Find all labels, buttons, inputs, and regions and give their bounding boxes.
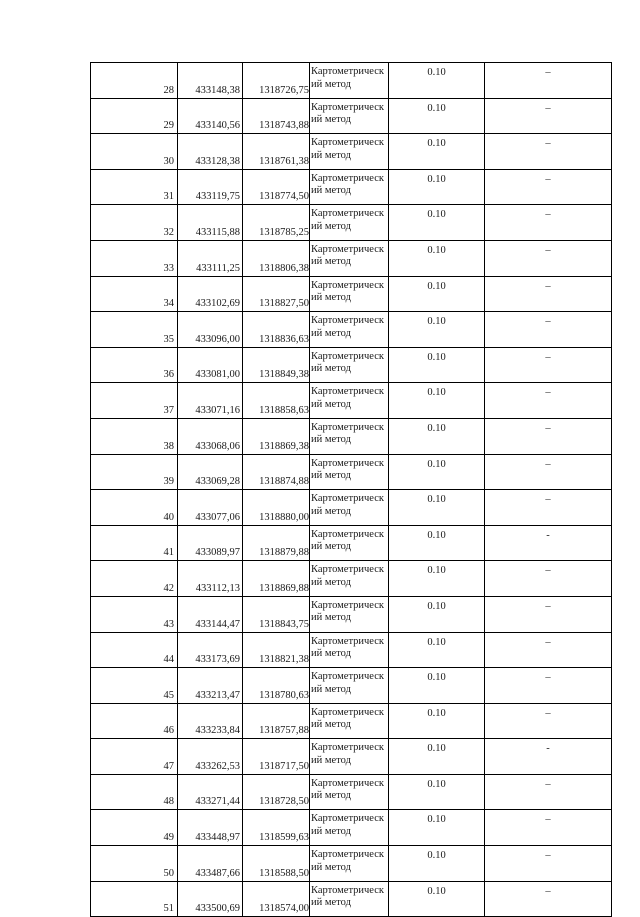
x-coordinate-cell: 433069,28	[178, 454, 243, 490]
y-coordinate-cell: 1318849,38	[243, 347, 310, 383]
method-cell	[310, 632, 389, 668]
method-line-1: Картометрическ	[311, 208, 384, 220]
method-line-2: ий метод	[311, 185, 351, 197]
coordinates-table	[90, 62, 612, 917]
description-cell: –	[485, 881, 612, 917]
method-line-1: Картометрическ	[311, 279, 384, 291]
x-coordinate-cell: 433111,25	[178, 240, 243, 276]
method-line-1: Картометрическ	[311, 66, 384, 77]
x-coordinate-cell: 433115,88	[178, 205, 243, 241]
accuracy-cell: 0.10	[389, 774, 485, 810]
method-line-2: ий метод	[311, 754, 351, 766]
description-cell: –	[485, 703, 612, 739]
method-line-2: ий метод	[311, 825, 351, 837]
table-row	[91, 347, 612, 383]
method-cell	[310, 561, 389, 597]
method-cell	[310, 240, 389, 276]
method-line-2: ий метод	[311, 114, 351, 126]
x-coordinate-cell: 433213,47	[178, 668, 243, 704]
description-cell: –	[485, 668, 612, 704]
table-row	[91, 596, 612, 632]
point-number-cell: 41	[91, 525, 178, 561]
point-number-cell: 37	[91, 383, 178, 419]
y-coordinate-cell: 1318717,50	[243, 739, 310, 775]
description-cell: –	[485, 63, 612, 99]
description-cell: -	[485, 525, 612, 561]
y-coordinate-cell: 1318843,75	[243, 596, 310, 632]
method-line-1: Картометрическ	[311, 671, 384, 683]
table-row	[91, 98, 612, 134]
description-cell: –	[485, 134, 612, 170]
accuracy-cell: 0.10	[389, 276, 485, 312]
method-cell	[310, 810, 389, 846]
point-number-cell: 38	[91, 418, 178, 454]
y-coordinate-cell: 1318599,63	[243, 810, 310, 846]
y-coordinate-cell: 1318836,63	[243, 312, 310, 348]
point-number-cell: 34	[91, 276, 178, 312]
x-coordinate-cell: 433500,69	[178, 881, 243, 917]
method-cell	[310, 596, 389, 632]
x-coordinate-cell: 433173,69	[178, 632, 243, 668]
table-row	[91, 525, 612, 561]
accuracy-cell: 0.10	[389, 703, 485, 739]
accuracy-cell: 0.10	[389, 846, 485, 882]
method-line-1: Картометрическ	[311, 172, 384, 184]
y-coordinate-cell: 1318869,88	[243, 561, 310, 597]
point-number-cell: 50	[91, 846, 178, 882]
accuracy-cell: 0.10	[389, 63, 485, 99]
y-coordinate-cell: 1318757,88	[243, 703, 310, 739]
table-row	[91, 846, 612, 882]
accuracy-cell: 0.10	[389, 312, 485, 348]
accuracy-cell: 0.10	[389, 596, 485, 632]
method-line-1: Картометрическ	[311, 101, 384, 113]
table-row	[91, 134, 612, 170]
table-row	[91, 632, 612, 668]
method-line-2: ий метод	[311, 256, 351, 268]
point-number-cell: 32	[91, 205, 178, 241]
method-cell	[310, 454, 389, 490]
x-coordinate-cell: 433096,00	[178, 312, 243, 348]
method-cell	[310, 739, 389, 775]
method-line-1: Картометрическ	[311, 386, 384, 398]
method-cell	[310, 276, 389, 312]
method-cell	[310, 63, 389, 99]
description-cell: –	[485, 561, 612, 597]
accuracy-cell: 0.10	[389, 169, 485, 205]
y-coordinate-cell: 1318821,38	[243, 632, 310, 668]
point-number-cell: 33	[91, 240, 178, 276]
method-cell	[310, 703, 389, 739]
description-cell: –	[485, 418, 612, 454]
method-cell	[310, 98, 389, 134]
y-coordinate-cell: 1318574,00	[243, 881, 310, 917]
description-cell: –	[485, 774, 612, 810]
description-cell: –	[485, 490, 612, 526]
method-cell	[310, 490, 389, 526]
accuracy-cell: 0.10	[389, 205, 485, 241]
table-row	[91, 383, 612, 419]
point-number-cell: 36	[91, 347, 178, 383]
accuracy-cell: 0.10	[389, 347, 485, 383]
method-cell	[310, 774, 389, 810]
method-line-2: ий метод	[311, 363, 351, 375]
table-row	[91, 205, 612, 241]
y-coordinate-cell: 1318743,88	[243, 98, 310, 134]
y-coordinate-cell: 1318726,75	[243, 63, 310, 99]
method-line-2: ий метод	[311, 612, 351, 624]
method-line-2: ий метод	[311, 470, 351, 482]
method-line-2: ий метод	[311, 434, 351, 446]
method-line-1: Картометрическ	[311, 564, 384, 576]
y-coordinate-cell: 1318774,50	[243, 169, 310, 205]
point-number-cell: 47	[91, 739, 178, 775]
table-row	[91, 774, 612, 810]
point-number-cell: 42	[91, 561, 178, 597]
y-coordinate-cell: 1318827,50	[243, 276, 310, 312]
y-coordinate-cell: 1318869,38	[243, 418, 310, 454]
method-cell	[310, 205, 389, 241]
method-line-1: Картометрическ	[311, 813, 384, 825]
table-row	[91, 240, 612, 276]
y-coordinate-cell: 1318879,88	[243, 525, 310, 561]
table-row	[91, 169, 612, 205]
method-line-1: Картометрическ	[311, 706, 384, 718]
description-cell: –	[485, 383, 612, 419]
point-number-cell: 43	[91, 596, 178, 632]
method-line-2: ий метод	[311, 719, 351, 731]
description-cell: –	[485, 347, 612, 383]
y-coordinate-cell: 1318780,63	[243, 668, 310, 704]
accuracy-cell: 0.10	[389, 240, 485, 276]
point-number-cell: 49	[91, 810, 178, 846]
table-row	[91, 881, 612, 917]
method-line-2: ий метод	[311, 220, 351, 232]
y-coordinate-cell: 1318728,50	[243, 774, 310, 810]
point-number-cell: 39	[91, 454, 178, 490]
accuracy-cell: 0.10	[389, 525, 485, 561]
method-line-1: Картометрическ	[311, 457, 384, 469]
coordinates-table-body	[91, 63, 612, 917]
description-cell: –	[485, 846, 612, 882]
method-line-1: Картометрическ	[311, 528, 384, 540]
point-number-cell: 35	[91, 312, 178, 348]
accuracy-cell: 0.10	[389, 881, 485, 917]
method-cell	[310, 668, 389, 704]
table-row	[91, 312, 612, 348]
method-line-2: ий метод	[311, 790, 351, 802]
x-coordinate-cell: 433112,13	[178, 561, 243, 597]
method-line-2: ий метод	[311, 576, 351, 588]
accuracy-cell: 0.10	[389, 668, 485, 704]
method-line-1: Картометрическ	[311, 137, 384, 149]
accuracy-cell: 0.10	[389, 561, 485, 597]
method-line-2: ий метод	[311, 648, 351, 659]
x-coordinate-cell: 433148,38	[178, 63, 243, 99]
method-line-2: ий метод	[311, 861, 351, 873]
point-number-cell: 44	[91, 632, 178, 668]
table-row	[91, 703, 612, 739]
accuracy-cell: 0.10	[389, 490, 485, 526]
x-coordinate-cell: 433448,97	[178, 810, 243, 846]
table-row	[91, 454, 612, 490]
x-coordinate-cell: 433071,16	[178, 383, 243, 419]
method-line-2: ий метод	[311, 398, 351, 410]
description-cell: –	[485, 240, 612, 276]
method-line-1: Картометрическ	[311, 777, 384, 789]
method-line-1: Картометрическ	[311, 243, 384, 255]
method-line-1: Картометрическ	[311, 350, 384, 362]
x-coordinate-cell: 433262,53	[178, 739, 243, 775]
table-row	[91, 418, 612, 454]
point-number-cell: 46	[91, 703, 178, 739]
point-number-cell: 29	[91, 98, 178, 134]
description-cell: –	[485, 98, 612, 134]
method-cell	[310, 418, 389, 454]
table-row	[91, 739, 612, 775]
method-line-2: ий метод	[311, 149, 351, 161]
method-cell	[310, 312, 389, 348]
method-line-2: ий метод	[311, 292, 351, 304]
point-number-cell: 28	[91, 63, 178, 99]
table-row	[91, 668, 612, 704]
point-number-cell: 40	[91, 490, 178, 526]
accuracy-cell: 0.10	[389, 418, 485, 454]
y-coordinate-cell: 1318785,25	[243, 205, 310, 241]
x-coordinate-cell: 433089,97	[178, 525, 243, 561]
x-coordinate-cell: 433271,44	[178, 774, 243, 810]
table-row	[91, 561, 612, 597]
y-coordinate-cell: 1318588,50	[243, 846, 310, 882]
x-coordinate-cell: 433128,38	[178, 134, 243, 170]
x-coordinate-cell: 433487,66	[178, 846, 243, 882]
accuracy-cell: 0.10	[389, 810, 485, 846]
y-coordinate-cell: 1318806,38	[243, 240, 310, 276]
accuracy-cell: 0.10	[389, 739, 485, 775]
description-cell: –	[485, 312, 612, 348]
accuracy-cell: 0.10	[389, 98, 485, 134]
y-coordinate-cell: 1318858,63	[243, 383, 310, 419]
y-coordinate-cell: 1318880,00	[243, 490, 310, 526]
point-number-cell: 51	[91, 881, 178, 917]
point-number-cell: 31	[91, 169, 178, 205]
method-cell	[310, 347, 389, 383]
method-line-1: Картометрическ	[311, 635, 384, 647]
accuracy-cell: 0.10	[389, 632, 485, 668]
x-coordinate-cell: 433233,84	[178, 703, 243, 739]
method-line-1: Картометрическ	[311, 421, 384, 433]
method-line-2: ий метод	[311, 78, 351, 90]
method-line-1: Картометрическ	[311, 742, 384, 754]
point-number-cell: 48	[91, 774, 178, 810]
method-line-1: Картометрическ	[311, 884, 384, 896]
method-line-1: Картометрическ	[311, 315, 384, 327]
method-cell	[310, 134, 389, 170]
accuracy-cell: 0.10	[389, 134, 485, 170]
method-cell	[310, 846, 389, 882]
description-cell: -	[485, 739, 612, 775]
description-cell: –	[485, 632, 612, 668]
accuracy-cell: 0.10	[389, 383, 485, 419]
table-row	[91, 63, 612, 99]
method-line-2: ий метод	[311, 897, 351, 909]
description-cell: –	[485, 596, 612, 632]
table-row	[91, 276, 612, 312]
method-line-2: ий метод	[311, 505, 351, 517]
method-cell	[310, 881, 389, 917]
table-row	[91, 810, 612, 846]
x-coordinate-cell: 433144,47	[178, 596, 243, 632]
method-cell	[310, 383, 389, 419]
x-coordinate-cell: 433077,06	[178, 490, 243, 526]
method-line-1: Картометрическ	[311, 493, 384, 505]
x-coordinate-cell: 433068,06	[178, 418, 243, 454]
y-coordinate-cell: 1318874,88	[243, 454, 310, 490]
point-number-cell: 45	[91, 668, 178, 704]
y-coordinate-cell: 1318761,38	[243, 134, 310, 170]
accuracy-cell: 0.10	[389, 454, 485, 490]
x-coordinate-cell: 433081,00	[178, 347, 243, 383]
method-line-1: Картометрическ	[311, 849, 384, 861]
method-line-2: ий метод	[311, 683, 351, 695]
description-cell: –	[485, 169, 612, 205]
method-line-2: ий метод	[311, 327, 351, 339]
method-cell	[310, 525, 389, 561]
x-coordinate-cell: 433119,75	[178, 169, 243, 205]
x-coordinate-cell: 433140,56	[178, 98, 243, 134]
description-cell: –	[485, 276, 612, 312]
description-cell: –	[485, 205, 612, 241]
description-cell: –	[485, 454, 612, 490]
method-line-1: Картометрическ	[311, 599, 384, 611]
method-cell	[310, 169, 389, 205]
x-coordinate-cell: 433102,69	[178, 276, 243, 312]
table-row	[91, 490, 612, 526]
description-cell: –	[485, 810, 612, 846]
method-line-2: ий метод	[311, 541, 351, 553]
point-number-cell: 30	[91, 134, 178, 170]
